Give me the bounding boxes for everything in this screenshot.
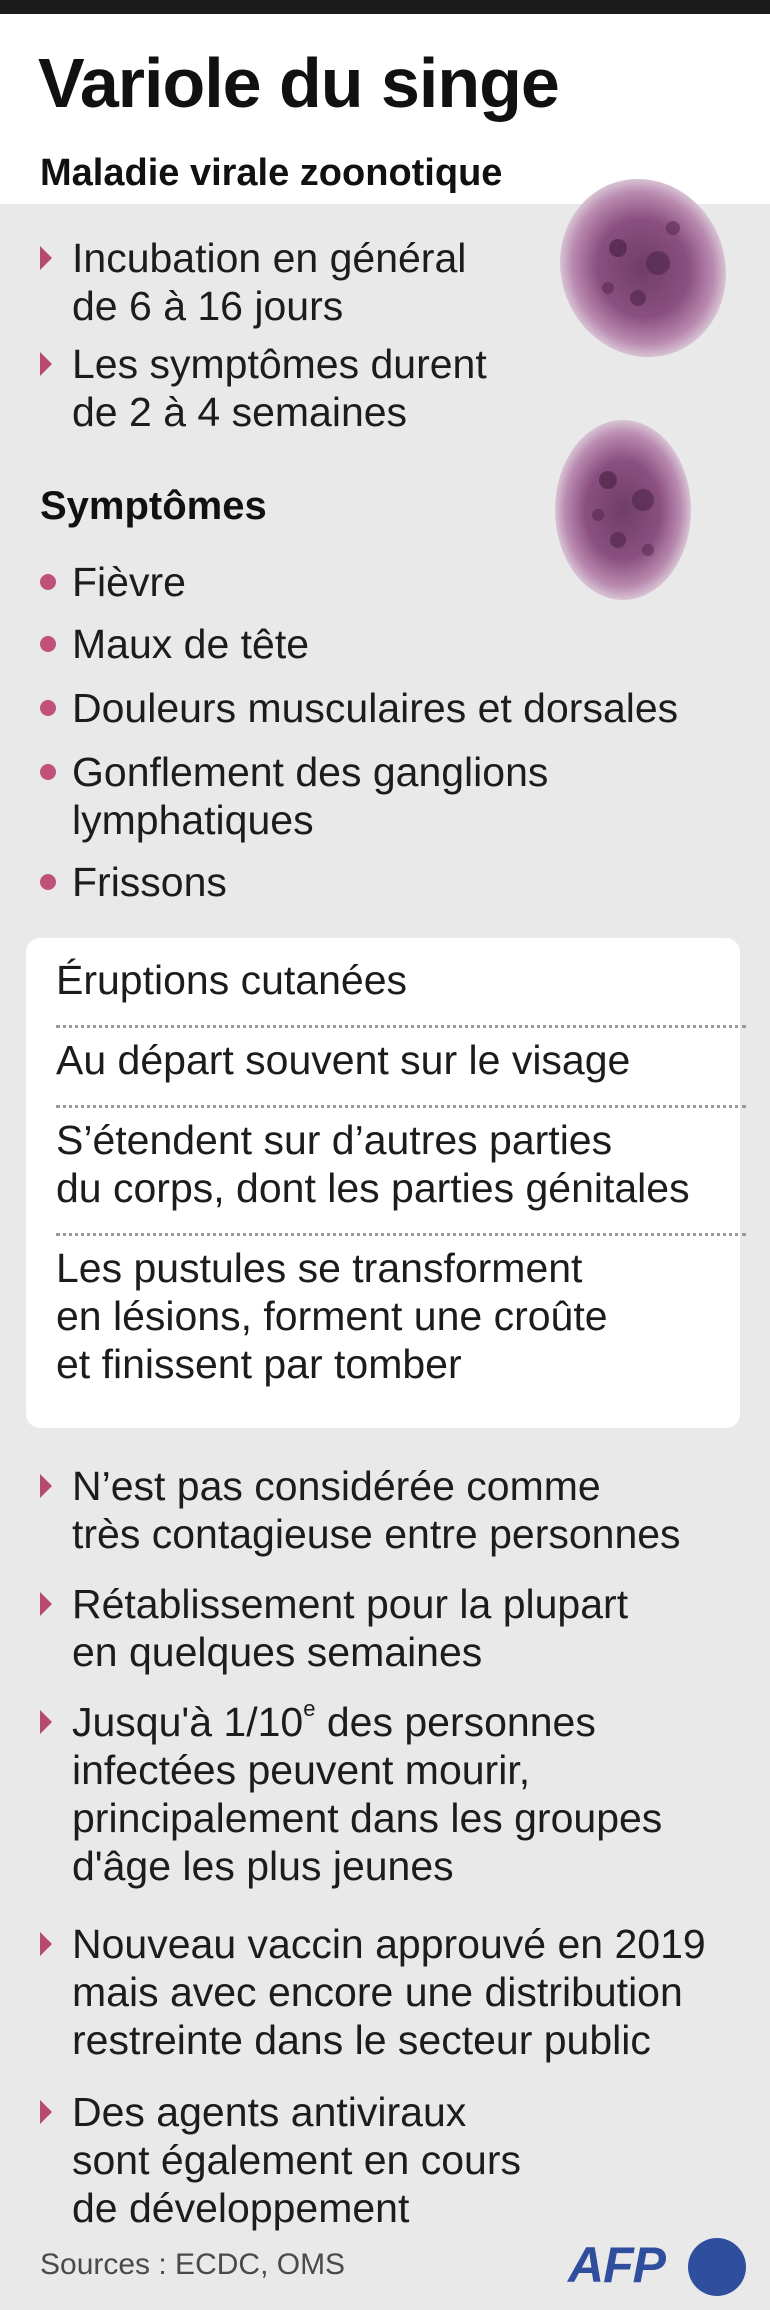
list-item: Frissons	[72, 859, 227, 905]
rash-card-row: Au départ souvent sur le visage	[56, 1037, 631, 1083]
symptoms-heading: Symptômes	[40, 484, 267, 528]
rash-card-heading: Éruptions cutanées	[56, 957, 408, 1003]
list-item: Nouveau vaccin approuvé en 2019 mais avec encore une distribution restreinte dans le secteur public	[72, 1921, 706, 2063]
rash-card-row: S’étendent sur d’autres parties du corps, dont les parties génitales	[56, 1117, 690, 1211]
chevron-right-icon	[40, 352, 52, 376]
list-item: Fièvre	[72, 559, 186, 605]
divider	[56, 1105, 746, 1108]
intro-item-incubation: Incubation en général de 6 à 16 jours	[72, 235, 467, 329]
list-item: Jusqu'à 1/10e des personnes infectées peuvent mourir, principalement dans les groupes d'âge les plus jeunes	[72, 1696, 663, 1889]
chevron-right-icon	[40, 246, 52, 270]
virus-particle-image	[548, 410, 698, 610]
afp-logo-dot	[688, 2238, 746, 2296]
list-item: N’est pas considérée comme très contagieuse entre personnes	[72, 1463, 681, 1557]
bullet-dot-icon	[40, 636, 56, 652]
rash-card-row: Les pustules se transforment en lésions, forment une croûte et finissent par tomber	[56, 1245, 608, 1387]
chevron-right-icon	[40, 1474, 52, 1498]
page-title: Variole du singe	[38, 44, 559, 122]
chevron-right-icon	[40, 1932, 52, 1956]
rash-card	[26, 938, 740, 1428]
intro-item-duration: Les symptômes durent de 2 à 4 semaines	[72, 341, 487, 435]
list-item: Douleurs musculaires et dorsales	[72, 685, 679, 731]
divider	[56, 1233, 746, 1236]
list-item: Des agents antiviraux sont également en cours de développement	[72, 2089, 521, 2231]
bullet-dot-icon	[40, 764, 56, 780]
bullet-dot-icon	[40, 874, 56, 890]
chevron-right-icon	[40, 1592, 52, 1616]
sources-note: Sources : ECDC, OMS	[40, 2248, 346, 2281]
top-rule	[0, 0, 770, 14]
virus-particle-image	[548, 168, 738, 368]
afp-logo-text: AFP	[568, 2237, 665, 2293]
chevron-right-icon	[40, 1710, 52, 1734]
list-item: Rétablissement pour la plupart en quelques semaines	[72, 1581, 629, 1675]
list-item: Gonflement des ganglions lymphatiques	[72, 749, 549, 843]
chevron-right-icon	[40, 2100, 52, 2124]
bullet-dot-icon	[40, 574, 56, 590]
list-item: Maux de tête	[72, 621, 310, 667]
bullet-dot-icon	[40, 700, 56, 716]
divider	[56, 1025, 746, 1028]
page-subtitle: Maladie virale zoonotique	[40, 152, 503, 194]
